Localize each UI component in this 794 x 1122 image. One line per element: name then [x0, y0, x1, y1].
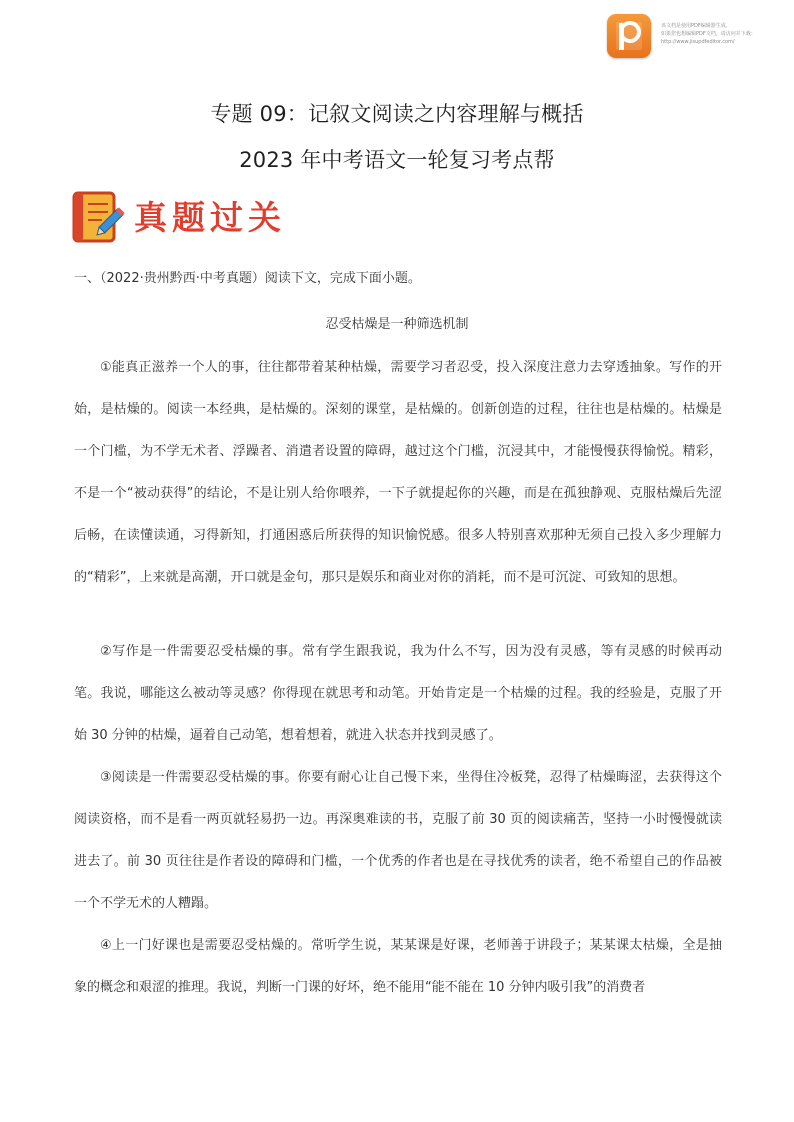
passage-paragraph: ④上一门好课也是需要忍受枯燥的。常听学生说，某某课是好课，老师善于讲段子；某某课太枯燥，全是抽象的概念和艰涩的推理。我说，判断一门课的好坏，绝不能用“能不能在 10 分钟内吸引我”的消费者: [74, 938, 722, 995]
question-prompt: 一、（2022·贵州黔西·中考真题）阅读下文，完成下面小题。: [74, 271, 421, 286]
passage-paragraph: ③阅读是一件需要忍受枯燥的事。你要有耐心让自己慢下来，坐得住冷板凳，忍得了枯燥晦涩，去获得这个阅读资格，而不是看一两页就轻易扔一边。再深奥难读的书，克服了前 30 页的阅读痛苦，坚持一小时慢慢就读进去了。前 30 页往往是作者设的障碍和门槛，一个优秀的作者也是在寻找优秀的读者，绝不希望自己的作品被一个不学无术的人糟蹋。: [74, 770, 722, 911]
section-badge-label: 真题过关: [134, 198, 286, 237]
logo-note-line: 该文档是使用PDF编辑器生成，: [661, 23, 731, 29]
pdf-editor-logo-icon: [607, 14, 651, 58]
logo-note: [661, 22, 789, 46]
section-badge: [72, 190, 286, 244]
page-title: 专题 09：记叙文阅读之内容理解与概括: [210, 102, 584, 126]
notebook-pencil-icon: [72, 190, 128, 244]
page-subtitle: 2023 年中考语文一轮复习考点帮: [239, 148, 555, 172]
logo-note-line: 如果您也想编辑PDF文档，请访问并下载：: [661, 31, 756, 37]
passage-paragraph: ②写作是一件需要忍受枯燥的事。常有学生跟我说，我为什么不写，因为没有灵感，等有灵感的时候再动笔。我说，哪能这么被动等灵感？你得现在就思考和动笔。开始肯定是一个枯燥的过程。我的经验是，克服了开始 30 分钟的枯燥，逼着自己动笔，想着想着，就进入状态并找到灵感了。: [74, 644, 722, 743]
passage-title: 忍受枯燥是一种筛选机制: [325, 317, 469, 332]
passage-paragraph: ①能真正滋养一个人的事，往往都带着某种枯燥，需要学习者忍受，投入深度注意力去穿透抽象。写作的开始，是枯燥的。阅读一本经典，是枯燥的。深刻的课堂，是枯燥的。创新创造的过程，往往也是枯燥的。枯燥是一个门槛，为不学无术者、浮躁者、消遣者设置的障碍，越过这个门槛，沉浸其中，才能慢慢获得愉悦。精彩，不是一个“被动获得”的结论，不是让别人给你喂养，一下子就提起你的兴趣，而是在孤独静观、克服枯燥后先涩后畅，在读懂读通，习得新知，打通困惑后所获得的知识愉悦感。很多人特别喜欢那种无须自己投入多少理解力的“精彩”，上来就是高潮，开口就是金句，那只是娱乐和商业对你的消耗，而不是可沉淀、可致知的思想。: [74, 360, 722, 585]
logo-note-line: http://www.jisupdfeditor.com/: [661, 39, 735, 45]
